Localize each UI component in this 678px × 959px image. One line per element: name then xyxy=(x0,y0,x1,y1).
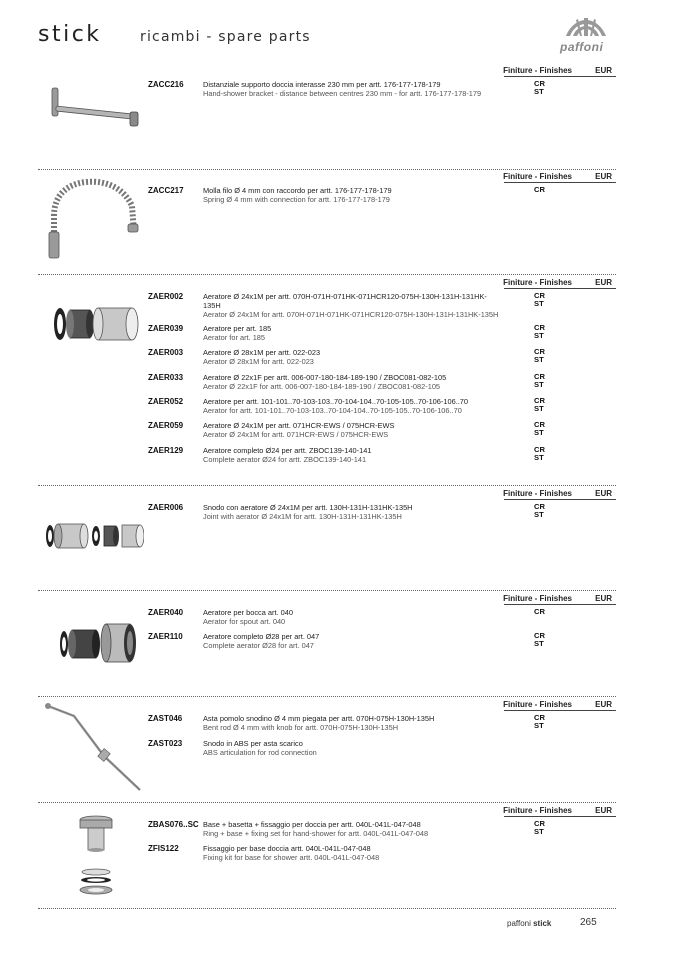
item-description-en: Aerator for artt. 101-101..70-103-103..70-104-104..70-105-105..70-106-106..70 xyxy=(203,406,462,415)
item-description-en: Aerator for spout art. 040 xyxy=(203,617,286,626)
item-description-it: Distanziale supporto doccia interasse 230 mm per artt. 176-177-178-179 xyxy=(203,80,441,89)
item-description-it: Aeratore Ø 24x1M per artt. 070H-071H-071HK-071HCR120-075H-130H-131H-131HK-135H xyxy=(203,292,487,310)
item-description-en: Aerator Ø 28x1M for artt. 022-023 xyxy=(203,357,314,366)
item-code: ZBAS076..SC xyxy=(148,820,199,829)
item-finishes xyxy=(534,80,545,96)
column-header-rule xyxy=(504,182,616,183)
item-description-en: Complete aerator Ø28 for art. 047 xyxy=(203,641,314,650)
eur-header: EUR xyxy=(595,489,612,498)
item-description-it: Aeratore per art. 185 xyxy=(203,324,272,333)
column-header-rule xyxy=(504,288,616,289)
finish-code: CR xyxy=(534,372,545,381)
section-divider xyxy=(38,590,616,591)
section-shower-base xyxy=(38,806,616,906)
finish-code: ST xyxy=(534,453,544,462)
finish-code: CR xyxy=(534,631,545,640)
section-bracket xyxy=(38,66,616,166)
finish-code: CR xyxy=(534,291,545,300)
section-column-header xyxy=(412,66,612,76)
finish-code: CR xyxy=(534,347,545,356)
shower-bracket-image xyxy=(44,86,148,130)
finishes-header: Finiture - Finishes xyxy=(503,172,572,181)
item-description-en: Fixing kit for base for shower artt. 040L-041L-047-048 xyxy=(203,853,380,862)
item-finishes xyxy=(534,446,545,462)
item-description-it: Aeratore per bocca art. 040 xyxy=(203,608,293,617)
item-description-it: Fissaggio per base doccia artt. 040L-041L-047-048 xyxy=(203,844,371,853)
item-code: ZAER129 xyxy=(148,446,184,455)
finish-code: CR xyxy=(534,79,545,88)
finishes-header: Finiture - Finishes xyxy=(503,66,572,75)
item-description-en: Aerator Ø 24x1M for artt. 071HCR-EWS / 075HCR-EWS xyxy=(203,430,389,439)
column-header-rule xyxy=(504,710,616,711)
item-finishes xyxy=(534,714,545,730)
finish-code: CR xyxy=(534,713,545,722)
finish-code: CR xyxy=(534,607,545,616)
spring-image xyxy=(46,176,146,262)
section-column-header xyxy=(412,278,612,288)
item-description-it: Aeratore Ø 28x1M per artt. 022-023 xyxy=(203,348,321,357)
spout-aerator-image xyxy=(58,620,140,666)
item-code: ZAER039 xyxy=(148,324,184,333)
item-description-en: Bent rod Ø 4 mm with knob for artt. 070H-075H-130H-135H xyxy=(203,723,399,732)
item-finishes xyxy=(534,348,545,364)
aerator-parts-image xyxy=(52,302,152,348)
item-description-it: Asta pomolo snodino Ø 4 mm piegata per artt. 070H-075H-130H-135H xyxy=(203,714,435,723)
finish-code: ST xyxy=(534,380,544,389)
item-finishes xyxy=(534,373,545,389)
item-code: ZAER110 xyxy=(148,632,183,641)
finish-code: ST xyxy=(534,510,544,519)
joint-with-aerator-image xyxy=(44,519,144,553)
item-finishes xyxy=(534,421,545,437)
item-code: ZAER002 xyxy=(148,292,184,301)
eur-header: EUR xyxy=(595,278,612,287)
section-column-header xyxy=(412,806,612,816)
item-description-en: Spring Ø 4 mm with connection for artt. 176-177-178-179 xyxy=(203,195,390,204)
logo-wordmark: paffoni xyxy=(560,40,604,54)
finish-code: ST xyxy=(534,299,544,308)
section-joint xyxy=(38,489,616,587)
item-code: ZAST023 xyxy=(148,739,183,748)
item-code: ZAER033 xyxy=(148,373,184,382)
column-header-rule xyxy=(504,499,616,500)
item-code: ZACC216 xyxy=(148,80,184,89)
item-description-it: Base + basetta + fissaggio per doccia per artt. 040L-041L-047-048 xyxy=(203,820,421,829)
item-code: ZFIS122 xyxy=(148,844,179,853)
shower-base-image xyxy=(76,814,116,898)
finish-code: CR xyxy=(534,819,545,828)
column-header-rule xyxy=(504,604,616,605)
section-column-header xyxy=(412,489,612,499)
footer-brand xyxy=(507,919,551,928)
finish-code: ST xyxy=(534,355,544,364)
finish-code: ST xyxy=(534,87,544,96)
item-description-en: Hand-shower bracket - distance between centres 230 mm - for artt. 176-177-178-179 xyxy=(203,89,482,98)
eur-header: EUR xyxy=(595,172,612,181)
finish-code: ST xyxy=(534,827,544,836)
item-description-it: Aeratore Ø 22x1F per artt. 006-007-180-184-189-190 / ZBOC081-082-105 xyxy=(203,373,447,382)
section-column-header xyxy=(412,700,612,710)
item-code: ZAER052 xyxy=(148,397,184,406)
finish-code: CR xyxy=(534,185,545,194)
section-divider xyxy=(38,908,616,909)
item-description-en: ABS articulation for rod connection xyxy=(203,748,317,757)
item-description-it: Snodo in ABS per asta scarico xyxy=(203,739,303,748)
section-spout-aerators xyxy=(38,594,616,692)
finishes-header: Finiture - Finishes xyxy=(503,489,572,498)
section-divider xyxy=(38,802,616,803)
finish-code: ST xyxy=(534,428,544,437)
finishes-header: Finiture - Finishes xyxy=(503,594,572,603)
item-finishes xyxy=(534,503,545,519)
eur-header: EUR xyxy=(595,594,612,603)
page-title: stick xyxy=(38,22,102,47)
finish-code: ST xyxy=(534,721,544,730)
section-column-header xyxy=(412,172,612,182)
item-finishes xyxy=(534,397,545,413)
item-code: ZAST046 xyxy=(148,714,183,723)
finish-code: CR xyxy=(534,445,545,454)
item-finishes xyxy=(534,324,545,340)
section-rods xyxy=(38,700,616,798)
item-description-en: Complete aerator Ø24 for artt. ZBOC139-140-141 xyxy=(203,455,367,464)
item-finishes xyxy=(534,292,545,308)
section-column-header xyxy=(412,594,612,604)
footer-section-name: stick xyxy=(533,919,552,928)
finish-code: ST xyxy=(534,331,544,340)
item-description-en: Aerator Ø 22x1F for artt. 006-007-180-184-189-190 / ZBOC081-082-105 xyxy=(203,382,441,391)
section-spring xyxy=(38,172,616,272)
item-code: ZACC217 xyxy=(148,186,184,195)
item-finishes xyxy=(534,186,545,194)
eur-header: EUR xyxy=(595,66,612,75)
finish-code: CR xyxy=(534,502,545,511)
eur-header: EUR xyxy=(595,806,612,815)
finish-code: ST xyxy=(534,404,544,413)
item-description-it: Aeratore completo Ø28 per art. 047 xyxy=(203,632,320,641)
finish-code: ST xyxy=(534,639,544,648)
item-description-it: Aeratore completo Ø24 per artt. ZBOC139-140-141 xyxy=(203,446,372,455)
item-code: ZAER003 xyxy=(148,348,184,357)
eur-header: EUR xyxy=(595,700,612,709)
finishes-header: Finiture - Finishes xyxy=(503,278,572,287)
bent-rod-image xyxy=(44,702,144,794)
item-description-it: Molla filo Ø 4 mm con raccordo per artt. 176-177-178-179 xyxy=(203,186,392,195)
section-divider xyxy=(38,169,616,170)
item-description-en: Joint with aerator Ø 24x1M for artt. 130H-131H-131HK-135H xyxy=(203,512,402,521)
column-header-rule xyxy=(504,816,616,817)
item-description-it: Aeratore per artt. 101-101..70-103-103..70-104-104..70-105-105..70-106-106..70 xyxy=(203,397,469,406)
section-divider xyxy=(38,485,616,486)
section-aerators xyxy=(38,278,616,482)
item-description-it: Aeratore Ø 24x1M per artt. 071HCR-EWS / 075HCR-EWS xyxy=(203,421,395,430)
finish-code: CR xyxy=(534,323,545,332)
section-divider xyxy=(38,274,616,275)
item-description-en: Ring + base + fixing set for hand-shower for artt. 040L-041L-047-048 xyxy=(203,829,429,838)
finish-code: CR xyxy=(534,420,545,429)
item-description-en: Aerator for art. 185 xyxy=(203,333,266,342)
finish-code: CR xyxy=(534,396,545,405)
item-finishes xyxy=(534,608,545,616)
footer-brand-name: paffoni xyxy=(507,919,531,928)
item-description-it: Snodo con aeratore Ø 24x1M per artt. 130H-131H-131HK-135H xyxy=(203,503,413,512)
item-code: ZAER006 xyxy=(148,503,184,512)
item-finishes xyxy=(534,820,545,836)
item-finishes xyxy=(534,632,545,648)
page-subtitle: ricambi - spare parts xyxy=(140,29,311,45)
finishes-header: Finiture - Finishes xyxy=(503,700,572,709)
item-code: ZAER059 xyxy=(148,421,184,430)
section-divider xyxy=(38,696,616,697)
item-description-en: Aerator Ø 24x1M for artt. 070H-071H-071HK-071HCR120-075H-130H-131H-131HK-135H xyxy=(203,310,499,319)
finishes-header: Finiture - Finishes xyxy=(503,806,572,815)
item-code: ZAER040 xyxy=(148,608,184,617)
page-number: 265 xyxy=(580,917,597,928)
column-header-rule xyxy=(504,76,616,77)
